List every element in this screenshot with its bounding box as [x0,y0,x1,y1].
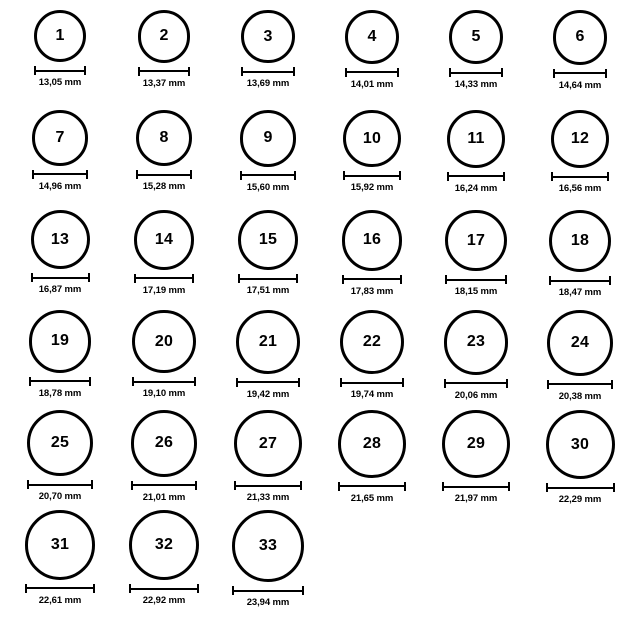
ring-diameter-label: 17,19 mm [142,284,186,296]
ring-size-number: 23 [466,333,486,351]
ring-size-cell[interactable] [320,10,424,110]
ring-size-number: 32 [154,536,174,554]
ring-measurement [234,481,301,503]
caliper-icon [136,170,192,179]
ring-size-cell[interactable] [112,410,216,510]
ring-size-cell[interactable] [8,10,112,110]
caliper-icon [553,69,608,78]
ring-circle [449,10,503,64]
ring-measurement [238,274,298,296]
ring-measurement [29,377,92,399]
ring-size-cell[interactable] [320,410,424,510]
ring-circle [444,310,509,375]
caliper-icon [340,378,404,387]
ring-diameter-label: 14,64 mm [558,79,602,91]
ring-circle [236,310,300,374]
ring-size-cell[interactable] [8,410,112,510]
caliper-icon [232,586,304,595]
ring-diameter-label: 19,42 mm [246,388,290,400]
caliper-icon [129,584,199,593]
ring-diameter-label: 21,65 mm [350,492,394,504]
ring-size-cell[interactable] [216,10,320,110]
ring-size-number: 1 [55,27,65,44]
ring-diameter-label: 16,24 mm [454,182,498,194]
caliper-icon [343,171,400,180]
caliper-icon [234,481,301,490]
ring-circle [342,210,403,271]
ring-measurement [442,482,510,504]
caliper-icon [449,68,503,77]
ring-size-cell[interactable] [216,310,320,410]
ring-size-cell[interactable] [424,10,528,110]
caliper-icon [445,275,506,284]
ring-circle [27,410,93,476]
ring-size-number: 16 [362,231,382,249]
caliper-icon [236,378,300,387]
ring-diameter-label: 20,06 mm [454,389,498,401]
ring-measurement [449,68,503,90]
ring-size-number: 4 [367,27,377,45]
ring-size-number: 29 [466,435,486,453]
ring-measurement [134,274,194,296]
ring-size-cell[interactable] [8,510,112,610]
ring-circle [240,110,297,167]
ring-diameter-label: 13,05 mm [38,77,82,88]
ring-measurement [136,170,192,192]
ring-size-cell[interactable] [8,210,112,310]
ring-size-grid [8,10,632,610]
ring-measurement [31,273,90,295]
ring-circle [234,410,301,477]
ring-measurement [444,379,509,401]
ring-diameter-label: 21,97 mm [454,493,498,505]
ring-measurement [549,276,611,298]
ring-diameter-label: 15,92 mm [350,182,394,194]
ring-diameter-label: 18,47 mm [558,287,602,298]
ring-size-cell[interactable] [216,210,320,310]
ring-measurement [447,172,505,194]
ring-size-number: 21 [258,332,278,350]
ring-circle [546,410,615,479]
ring-measurement [342,275,403,297]
ring-circle [32,110,88,166]
ring-diameter-label: 18,78 mm [38,387,82,399]
ring-size-cell[interactable] [424,210,528,310]
ring-size-number: 22 [362,333,382,351]
caliper-icon [34,66,86,75]
ring-diameter-label: 22,92 mm [142,595,186,607]
ring-circle [445,210,506,271]
ring-circle [232,510,304,582]
ring-size-cell[interactable] [112,510,216,610]
ring-circle [31,210,90,269]
ring-circle [241,10,294,63]
ring-size-cell[interactable] [216,410,320,510]
ring-size-cell[interactable] [528,310,632,410]
ring-circle [238,210,298,270]
caliper-icon [27,480,93,489]
ring-diameter-label: 22,61 mm [38,594,82,606]
ring-measurement [131,481,198,503]
ring-size-number: 20 [154,332,174,350]
ring-measurement [445,275,506,297]
ring-diameter-label: 15,60 mm [246,181,290,193]
ring-size-cell[interactable] [528,210,632,310]
ring-size-cell[interactable] [8,310,112,410]
ring-diameter-label: 19,74 mm [350,389,394,401]
ring-size-cell[interactable] [320,210,424,310]
ring-size-number: 5 [471,28,481,46]
ring-measurement [547,380,613,402]
ring-diameter-label: 18,15 mm [454,286,498,298]
ring-circle [29,310,92,373]
caliper-icon [238,274,298,283]
ring-size-cell[interactable] [8,110,112,210]
ring-size-number: 19 [50,332,70,350]
caliper-icon [31,273,90,282]
caliper-icon [241,67,294,76]
ring-measurement [338,482,406,504]
caliper-icon [138,67,191,76]
caliper-icon [551,172,609,181]
ring-size-number: 10 [362,129,382,147]
ring-size-number: 6 [575,28,585,46]
ring-diameter-label: 14,96 mm [38,180,82,192]
ring-size-number: 17 [466,231,486,249]
ring-size-number: 26 [154,434,174,452]
ring-circle [34,10,86,62]
caliper-icon [25,584,95,593]
ring-size-cell[interactable] [528,410,632,510]
ring-circle [547,310,613,376]
caliper-icon [134,274,194,283]
ring-circle [134,210,194,270]
ring-diameter-label: 21,33 mm [246,492,290,504]
ring-size-cell[interactable] [112,10,216,110]
ring-size-cell[interactable] [112,110,216,210]
caliper-icon [132,377,195,386]
ring-diameter-label: 22,29 mm [558,494,602,505]
ring-measurement [32,170,88,192]
ring-measurement [343,171,400,193]
ring-measurement [232,586,304,608]
caliper-icon [342,275,403,284]
ring-size-number: 7 [55,128,65,146]
ring-circle [25,510,95,580]
ring-diameter-label: 19,10 mm [142,388,186,400]
ring-measurement [241,67,294,89]
ring-circle [138,10,191,63]
ring-circle [553,10,608,65]
ring-diameter-label: 20,38 mm [558,390,602,402]
caliper-icon [549,276,611,285]
ring-size-number: 13 [50,230,70,248]
ring-circle [131,410,198,477]
ring-diameter-label: 21,01 mm [142,491,186,503]
ring-size-cell[interactable] [424,310,528,410]
ring-size-number: 9 [263,129,273,147]
ring-diameter-label: 16,87 mm [38,284,82,295]
ring-size-number: 2 [159,27,169,45]
ring-measurement [546,483,615,505]
ring-size-cell[interactable] [216,510,320,610]
ring-measurement [240,171,297,193]
ring-size-cell[interactable] [320,110,424,210]
ring-diameter-label: 17,51 mm [246,285,290,297]
ring-size-cell[interactable] [424,110,528,210]
ring-size-number: 24 [570,333,590,351]
caliper-icon [345,68,399,77]
caliper-icon [447,172,505,181]
ring-diameter-label: 17,83 mm [350,285,394,297]
ring-measurement [551,172,609,194]
ring-diameter-label: 13,69 mm [246,78,290,90]
ring-size-number: 31 [50,535,70,553]
ring-circle [447,110,505,168]
ring-size-cell[interactable] [216,110,320,210]
ring-circle [549,210,611,272]
ring-size-number: 15 [258,231,278,249]
caliper-icon [32,170,88,179]
ring-diameter-label: 23,94 mm [246,597,290,608]
ring-size-number: 33 [258,537,278,554]
caliper-icon [131,481,198,490]
ring-circle [136,110,192,166]
ring-measurement [340,378,404,400]
ring-size-cell[interactable] [112,310,216,410]
caliper-icon [240,171,297,180]
caliper-icon [444,379,509,388]
caliper-icon [442,482,510,491]
caliper-icon [29,377,92,386]
ring-size-cell[interactable] [528,110,632,210]
ring-size-cell[interactable] [528,10,632,110]
ring-measurement [345,68,399,90]
ring-circle [338,410,406,478]
ring-circle [340,310,404,374]
ring-measurement [34,66,86,88]
ring-size-number: 18 [570,232,590,249]
caliper-icon [546,483,615,492]
ring-diameter-label: 14,01 mm [350,78,394,90]
ring-circle [343,110,400,167]
ring-size-cell[interactable] [320,310,424,410]
ring-diameter-label: 16,56 mm [558,183,602,195]
ring-measurement [27,480,93,502]
ring-circle [129,510,199,580]
ring-size-number: 25 [50,434,70,451]
ring-size-number: 30 [570,435,590,453]
ring-size-number: 8 [159,129,169,147]
ring-circle [132,310,195,373]
ring-size-number: 11 [467,129,485,147]
ring-diameter-label: 15,28 mm [142,181,186,193]
ring-size-number: 28 [362,434,382,452]
ring-measurement [138,67,191,89]
ring-size-cell[interactable] [112,210,216,310]
ring-diameter-label: 20,70 mm [38,491,82,502]
ring-size-number: 3 [263,27,273,45]
ring-diameter-label: 14,33 mm [454,79,498,91]
ring-measurement [236,378,300,400]
ring-circle [551,110,609,168]
ring-circle [442,410,510,478]
caliper-icon [338,482,406,491]
ring-size-number: 27 [258,434,278,452]
ring-measurement [132,377,195,399]
ring-measurement [129,584,199,606]
ring-diameter-label: 13,37 mm [142,77,186,89]
ring-measurement [553,69,608,91]
ring-circle [345,10,399,64]
caliper-icon [547,380,613,389]
ring-measurement [25,584,95,606]
ring-size-number: 14 [154,230,174,248]
ring-size-cell[interactable] [424,410,528,510]
ring-size-number: 12 [570,130,590,148]
